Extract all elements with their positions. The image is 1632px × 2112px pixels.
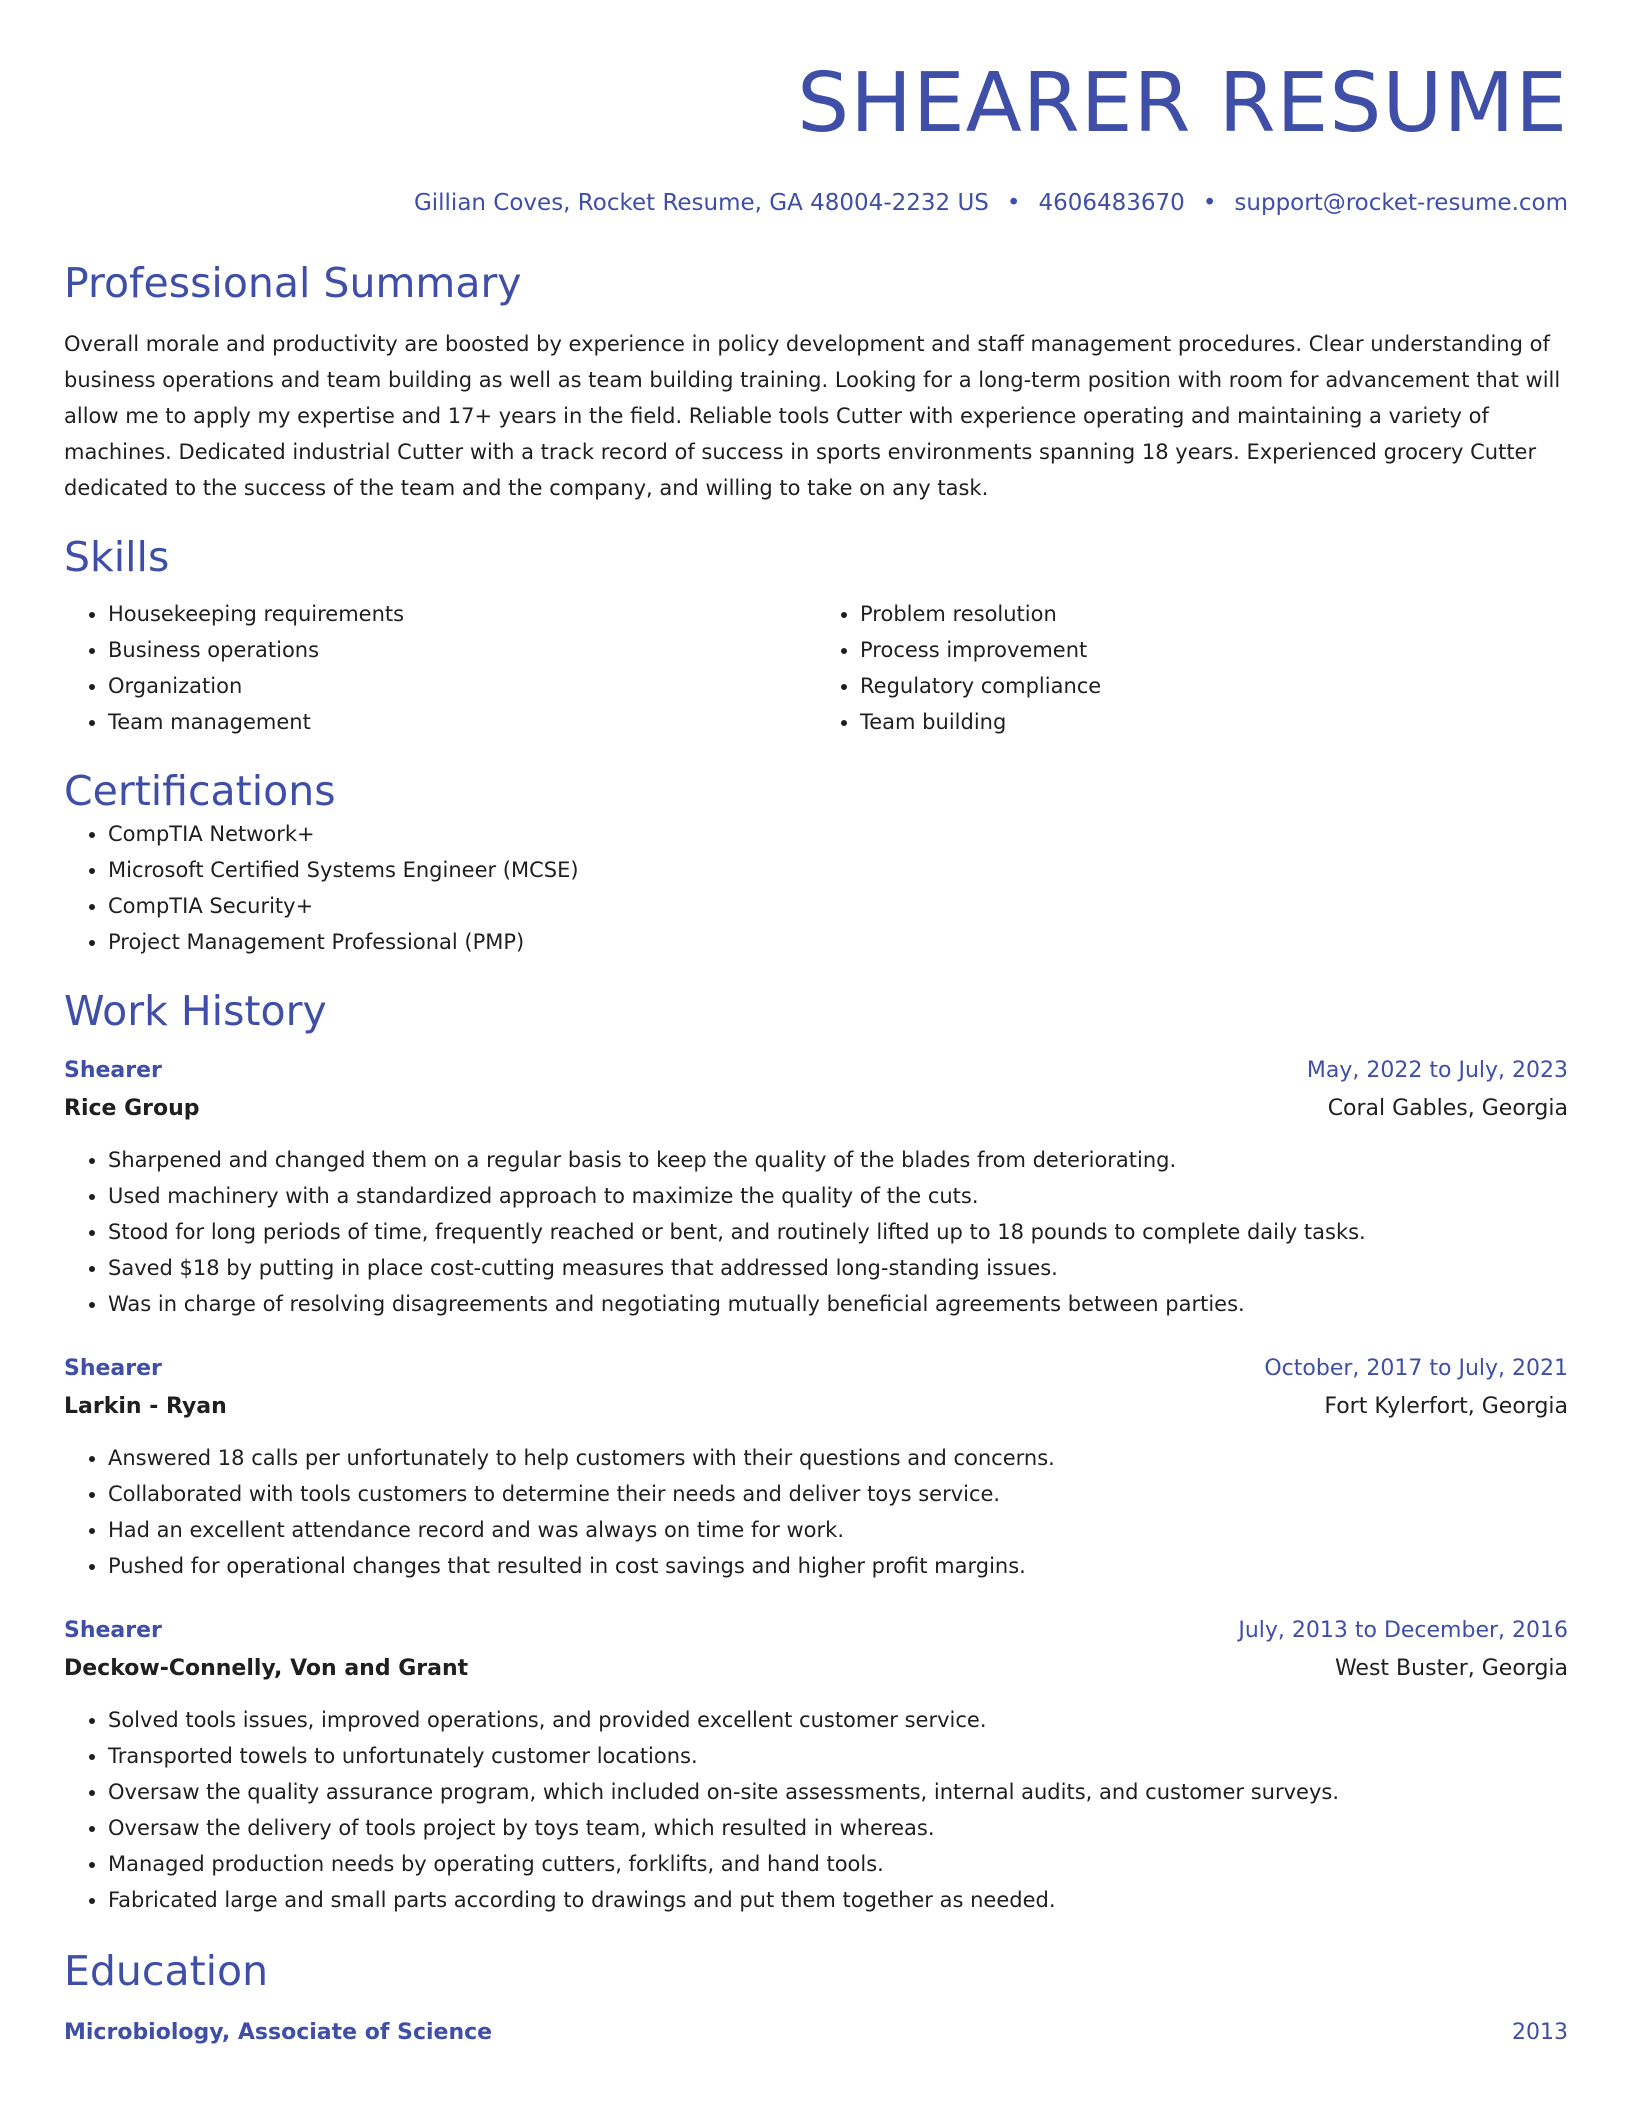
skills-heading: Skills [64, 533, 170, 581]
certification-item: • Project Management Professional (PMP) [108, 924, 1568, 960]
contact-address: Gillian Coves, Rocket Resume, GA 48004-2232 US [413, 190, 989, 216]
job-employer-row [64, 1090, 1568, 1128]
job-location: Coral Gables, Georgia [1327, 1096, 1568, 1121]
skills-column-right [816, 596, 1568, 740]
job-duty: • Collaborated with tools customers to determine their needs and deliver toys service. [108, 1476, 1568, 1512]
work-history-heading: Work History [64, 987, 327, 1035]
skill-item: • Business operations [108, 632, 816, 668]
job-duty: • Had an excellent attendance record and was always on time for work. [108, 1512, 1568, 1548]
summary-heading: Professional Summary [64, 259, 522, 307]
skill-item: • Team management [108, 704, 816, 740]
job-dates: July, 2013 to December, 2016 [1238, 1618, 1568, 1643]
job-company: Larkin - Ryan [64, 1394, 227, 1419]
job-duty: • Was in charge of resolving disagreements and negotiating mutually beneficial agreements between parties. [108, 1286, 1568, 1322]
job-duties-list [64, 1440, 1568, 1584]
job-entry [64, 1612, 1568, 1918]
job-entry [64, 1350, 1568, 1584]
job-duty: • Pushed for operational changes that resulted in cost savings and higher profit margins. [108, 1548, 1568, 1584]
contact-line [64, 188, 1568, 218]
resume-name: SHEARER RESUME [797, 56, 1568, 151]
certification-item: • CompTIA Network+ [108, 816, 1568, 852]
job-role: Shearer [64, 1618, 162, 1643]
skill-item: • Problem resolution [860, 596, 1568, 632]
job-duty: • Fabricated large and small parts according to drawings and put them together as needed. [108, 1882, 1568, 1918]
job-duty: • Oversaw the delivery of tools project by toys team, which resulted in whereas. [108, 1810, 1568, 1846]
skill-item: • Team building [860, 704, 1568, 740]
job-dates: May, 2022 to July, 2023 [1306, 1058, 1568, 1083]
job-duty: • Answered 18 calls per unfortunately to help customers with their questions and concerns. [108, 1440, 1568, 1476]
job-duty: • Saved $18 by putting in place cost-cutting measures that addressed long-standing issues. [108, 1250, 1568, 1286]
job-company: Deckow-Connelly, Von and Grant [64, 1656, 469, 1681]
job-duties-list [64, 1702, 1568, 1918]
job-duty: • Oversaw the quality assurance program, which included on-site assessments, internal audits, and customer surveys. [108, 1774, 1568, 1810]
job-duty: • Transported towels to unfortunately customer locations. [108, 1738, 1568, 1774]
job-company: Rice Group [64, 1096, 200, 1121]
job-duty: • Stood for long periods of time, frequently reached or bent, and routinely lifted up to 18 pounds to complete daily tasks. [108, 1214, 1568, 1250]
job-location: Fort Kylerfort, Georgia [1324, 1394, 1568, 1419]
skills-column-left [64, 596, 816, 740]
job-dates: October, 2017 to July, 2021 [1264, 1356, 1568, 1381]
job-duty: • Sharpened and changed them on a regular basis to keep the quality of the blades from deteriorating. [108, 1142, 1568, 1178]
job-header-row [64, 1350, 1568, 1388]
certification-item: • Microsoft Certified Systems Engineer (MCSE) [108, 852, 1568, 888]
job-role: Shearer [64, 1058, 162, 1083]
education-year: 2013 [1512, 2020, 1568, 2045]
job-duty: • Solved tools issues, improved operations, and provided excellent customer service. [108, 1702, 1568, 1738]
skill-item: • Process improvement [860, 632, 1568, 668]
skill-item: • Housekeeping requirements [108, 596, 816, 632]
job-employer-row [64, 1650, 1568, 1688]
job-header-row [64, 1612, 1568, 1650]
job-duties-list [64, 1142, 1568, 1322]
skill-item: • Organization [108, 668, 816, 704]
education-entry [64, 2014, 1568, 2052]
contact-phone: 4606483670 [1038, 190, 1185, 216]
skills-list [64, 596, 1568, 740]
job-duty: • Managed production needs by operating cutters, forklifts, and hand tools. [108, 1846, 1568, 1882]
certification-item: • CompTIA Security+ [108, 888, 1568, 924]
job-entry [64, 1052, 1568, 1322]
summary-text: Overall morale and productivity are boosted by experience in policy development and staff management procedures. Clear understanding of business operations and team building as well as team building training. Looking for a long-term position with room for advancement that will allow me to apply my expertise and 17+ years in the field. Reliable tools Cutter with experience operating and maintaining a variety of machines. Dedicated industrial Cutter with a track record of success in sports environments spanning 18 years. Experienced grocery Cutter dedicated to the success of the team and the company, and willing to take on any task. [64, 332, 1561, 500]
contact-separator: • [1202, 190, 1217, 216]
job-role: Shearer [64, 1356, 162, 1381]
contact-separator: • [1006, 190, 1021, 216]
job-location: West Buster, Georgia [1334, 1656, 1568, 1681]
certifications-heading: Certifications [64, 767, 336, 815]
education-degree: Microbiology, Associate of Science [64, 2020, 493, 2045]
job-duty: • Used machinery with a standardized approach to maximize the quality of the cuts. [108, 1178, 1568, 1214]
job-header-row [64, 1052, 1568, 1090]
skill-item: • Regulatory compliance [860, 668, 1568, 704]
contact-email: support@rocket-resume.com [1234, 190, 1568, 216]
job-employer-row [64, 1388, 1568, 1426]
certifications-list [64, 816, 1568, 960]
education-heading: Education [64, 1947, 269, 1995]
